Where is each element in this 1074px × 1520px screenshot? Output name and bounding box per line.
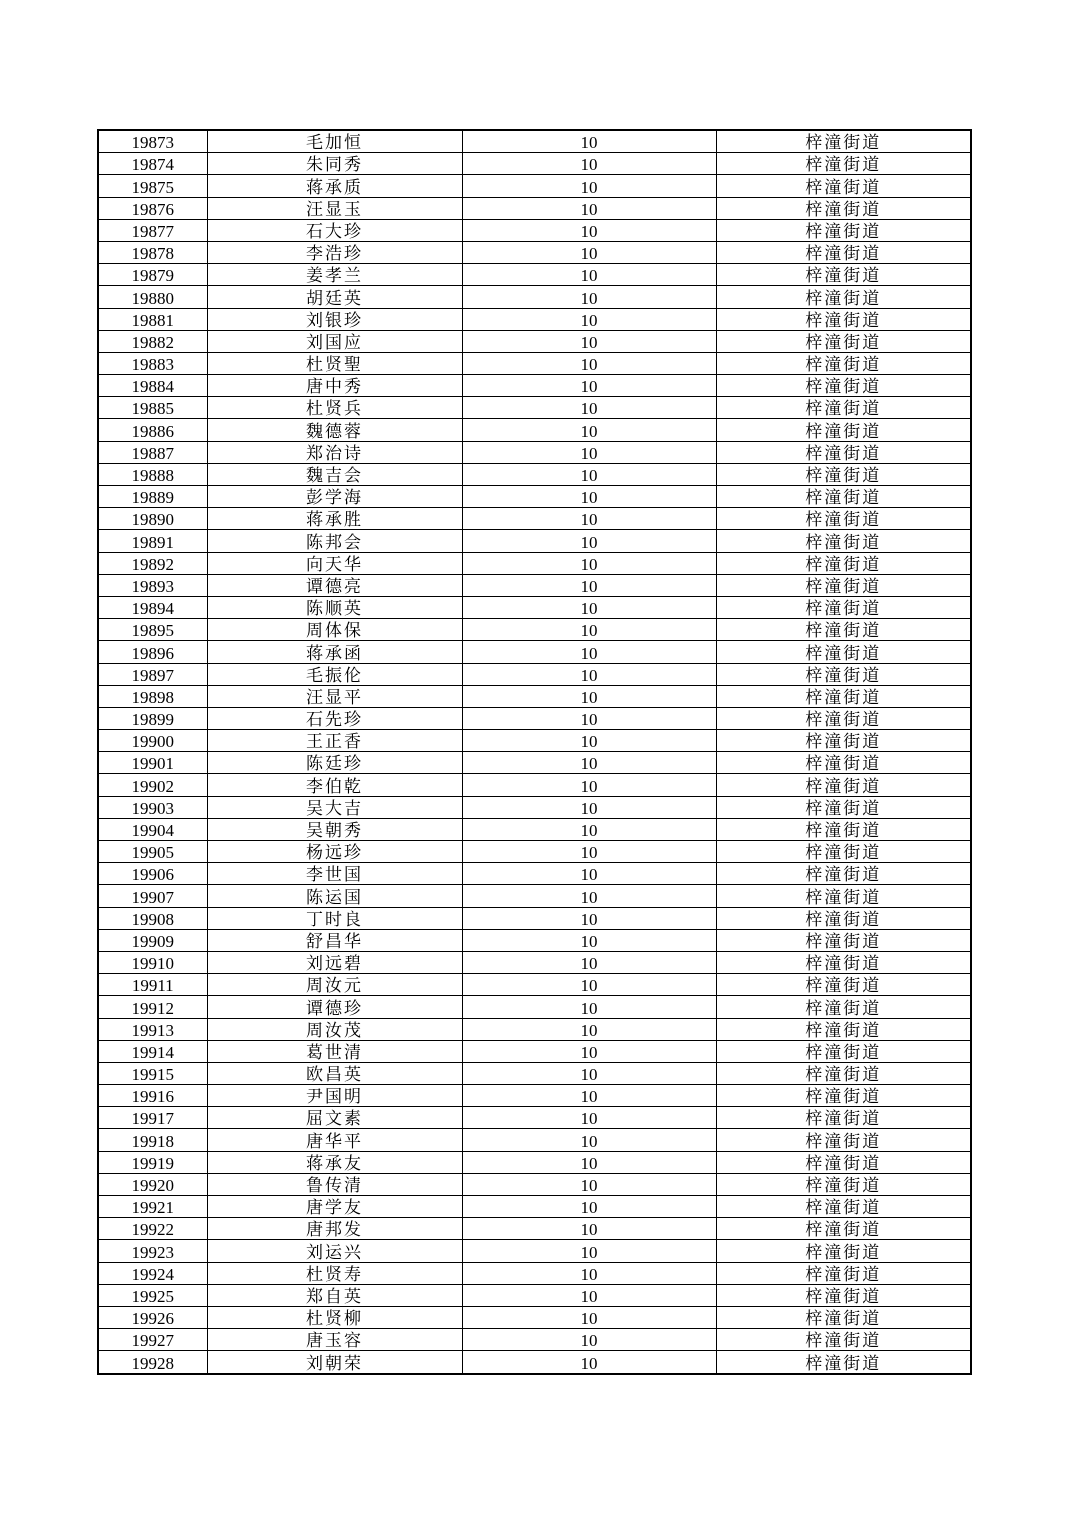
- area-cell: 梓潼街道: [716, 707, 971, 729]
- name-cell: 唐学友: [207, 1196, 462, 1218]
- amount-cell: 10: [462, 552, 716, 574]
- amount-cell: 10: [462, 175, 716, 197]
- amount-cell: 10: [462, 885, 716, 907]
- area-cell: 梓潼街道: [716, 685, 971, 707]
- id-cell: 19911: [98, 974, 207, 996]
- amount-cell: 10: [462, 685, 716, 707]
- id-cell: 19926: [98, 1306, 207, 1328]
- amount-cell: 10: [462, 375, 716, 397]
- area-cell: 梓潼街道: [716, 1085, 971, 1107]
- area-cell: 梓潼街道: [716, 1284, 971, 1306]
- name-cell: 蒋承友: [207, 1151, 462, 1173]
- name-cell: 杨远珍: [207, 841, 462, 863]
- id-cell: 19907: [98, 885, 207, 907]
- amount-cell: 10: [462, 441, 716, 463]
- area-cell: 梓潼街道: [716, 774, 971, 796]
- table-row: [98, 974, 971, 996]
- id-cell: 19879: [98, 264, 207, 286]
- table-row: [98, 596, 971, 618]
- amount-cell: 10: [462, 1173, 716, 1195]
- area-cell: 梓潼街道: [716, 1196, 971, 1218]
- table-row: [98, 1218, 971, 1240]
- name-cell: 汪显玉: [207, 197, 462, 219]
- area-cell: 梓潼街道: [716, 863, 971, 885]
- name-cell: 彭学海: [207, 486, 462, 508]
- amount-cell: 10: [462, 1129, 716, 1151]
- id-cell: 19902: [98, 774, 207, 796]
- table-row: [98, 951, 971, 973]
- name-cell: 周体保: [207, 619, 462, 641]
- id-cell: 19889: [98, 486, 207, 508]
- id-cell: 19925: [98, 1284, 207, 1306]
- area-cell: 梓潼街道: [716, 841, 971, 863]
- area-cell: 梓潼街道: [716, 486, 971, 508]
- table-row: [98, 1196, 971, 1218]
- name-cell: 刘运兴: [207, 1240, 462, 1262]
- name-cell: 唐邦发: [207, 1218, 462, 1240]
- name-cell: 李浩珍: [207, 241, 462, 263]
- name-cell: 陈邦会: [207, 530, 462, 552]
- name-cell: 杜贤寿: [207, 1262, 462, 1284]
- amount-cell: 10: [462, 1062, 716, 1084]
- id-cell: 19917: [98, 1107, 207, 1129]
- id-cell: 19877: [98, 219, 207, 241]
- table-row: [98, 663, 971, 685]
- table-row: [98, 1262, 971, 1284]
- area-cell: 梓潼街道: [716, 730, 971, 752]
- area-cell: 梓潼街道: [716, 419, 971, 441]
- id-cell: 19898: [98, 685, 207, 707]
- id-cell: 19918: [98, 1129, 207, 1151]
- amount-cell: 10: [462, 219, 716, 241]
- amount-cell: 10: [462, 530, 716, 552]
- table-row: [98, 752, 971, 774]
- amount-cell: 10: [462, 1018, 716, 1040]
- id-cell: 19886: [98, 419, 207, 441]
- table-row: [98, 241, 971, 263]
- area-cell: 梓潼街道: [716, 1306, 971, 1328]
- table-row: [98, 463, 971, 485]
- table-row: [98, 574, 971, 596]
- area-cell: 梓潼街道: [716, 241, 971, 263]
- amount-cell: 10: [462, 796, 716, 818]
- name-cell: 杜贤兵: [207, 397, 462, 419]
- table-body: [98, 130, 971, 1374]
- name-cell: 刘远碧: [207, 951, 462, 973]
- amount-cell: 10: [462, 1240, 716, 1262]
- area-cell: 梓潼街道: [716, 818, 971, 840]
- area-cell: 梓潼街道: [716, 330, 971, 352]
- amount-cell: 10: [462, 730, 716, 752]
- name-cell: 郑自英: [207, 1284, 462, 1306]
- table-row: [98, 175, 971, 197]
- amount-cell: 10: [462, 596, 716, 618]
- amount-cell: 10: [462, 1196, 716, 1218]
- table-row: [98, 1040, 971, 1062]
- amount-cell: 10: [462, 1351, 716, 1374]
- amount-cell: 10: [462, 1262, 716, 1284]
- amount-cell: 10: [462, 863, 716, 885]
- area-cell: 梓潼街道: [716, 1262, 971, 1284]
- id-cell: 19906: [98, 863, 207, 885]
- table-row: [98, 1240, 971, 1262]
- id-cell: 19876: [98, 197, 207, 219]
- amount-cell: 10: [462, 574, 716, 596]
- area-cell: 梓潼街道: [716, 1018, 971, 1040]
- amount-cell: 10: [462, 619, 716, 641]
- area-cell: 梓潼街道: [716, 508, 971, 530]
- name-cell: 鲁传清: [207, 1173, 462, 1195]
- amount-cell: 10: [462, 951, 716, 973]
- name-cell: 魏吉会: [207, 463, 462, 485]
- amount-cell: 10: [462, 707, 716, 729]
- table-row: [98, 441, 971, 463]
- table-row: [98, 330, 971, 352]
- table-row: [98, 818, 971, 840]
- name-cell: 胡廷英: [207, 286, 462, 308]
- area-cell: 梓潼街道: [716, 1240, 971, 1262]
- id-cell: 19921: [98, 1196, 207, 1218]
- table-row: [98, 1129, 971, 1151]
- name-cell: 毛加恒: [207, 130, 462, 153]
- table-row: [98, 1284, 971, 1306]
- area-cell: 梓潼街道: [716, 641, 971, 663]
- table-row: [98, 1085, 971, 1107]
- id-cell: 19920: [98, 1173, 207, 1195]
- amount-cell: 10: [462, 241, 716, 263]
- id-cell: 19927: [98, 1329, 207, 1351]
- table-row: [98, 685, 971, 707]
- name-cell: 唐华平: [207, 1129, 462, 1151]
- id-cell: 19885: [98, 397, 207, 419]
- id-cell: 19893: [98, 574, 207, 596]
- name-cell: 李伯乾: [207, 774, 462, 796]
- id-cell: 19910: [98, 951, 207, 973]
- area-cell: 梓潼街道: [716, 286, 971, 308]
- id-cell: 19896: [98, 641, 207, 663]
- area-cell: 梓潼街道: [716, 663, 971, 685]
- name-cell: 向天华: [207, 552, 462, 574]
- name-cell: 刘银珍: [207, 308, 462, 330]
- table-row: [98, 730, 971, 752]
- area-cell: 梓潼街道: [716, 219, 971, 241]
- area-cell: 梓潼街道: [716, 752, 971, 774]
- id-cell: 19923: [98, 1240, 207, 1262]
- id-cell: 19912: [98, 996, 207, 1018]
- area-cell: 梓潼街道: [716, 352, 971, 374]
- amount-cell: 10: [462, 929, 716, 951]
- table-row: [98, 929, 971, 951]
- name-cell: 蒋承函: [207, 641, 462, 663]
- id-cell: 19922: [98, 1218, 207, 1240]
- amount-cell: 10: [462, 130, 716, 153]
- id-cell: 19916: [98, 1085, 207, 1107]
- area-cell: 梓潼街道: [716, 1351, 971, 1374]
- name-cell: 刘朝荣: [207, 1351, 462, 1374]
- id-cell: 19915: [98, 1062, 207, 1084]
- name-cell: 吴朝秀: [207, 818, 462, 840]
- table-row: [98, 1107, 971, 1129]
- table-row: [98, 907, 971, 929]
- id-cell: 19888: [98, 463, 207, 485]
- id-cell: 19903: [98, 796, 207, 818]
- id-cell: 19883: [98, 352, 207, 374]
- area-cell: 梓潼街道: [716, 1218, 971, 1240]
- table-row: [98, 841, 971, 863]
- table-row: [98, 308, 971, 330]
- name-cell: 谭德珍: [207, 996, 462, 1018]
- area-cell: 梓潼街道: [716, 308, 971, 330]
- amount-cell: 10: [462, 1107, 716, 1129]
- amount-cell: 10: [462, 352, 716, 374]
- name-cell: 尹国明: [207, 1085, 462, 1107]
- table-row: [98, 286, 971, 308]
- id-cell: 19904: [98, 818, 207, 840]
- id-cell: 19873: [98, 130, 207, 153]
- name-cell: 石大珍: [207, 219, 462, 241]
- id-cell: 19880: [98, 286, 207, 308]
- amount-cell: 10: [462, 397, 716, 419]
- id-cell: 19899: [98, 707, 207, 729]
- id-cell: 19892: [98, 552, 207, 574]
- id-cell: 19928: [98, 1351, 207, 1374]
- id-cell: 19878: [98, 241, 207, 263]
- id-cell: 19908: [98, 907, 207, 929]
- area-cell: 梓潼街道: [716, 1329, 971, 1351]
- table-row: [98, 774, 971, 796]
- amount-cell: 10: [462, 508, 716, 530]
- name-cell: 周汝元: [207, 974, 462, 996]
- id-cell: 19905: [98, 841, 207, 863]
- name-cell: 王正香: [207, 730, 462, 752]
- name-cell: 丁时良: [207, 907, 462, 929]
- name-cell: 舒昌华: [207, 929, 462, 951]
- table-row: [98, 1062, 971, 1084]
- area-cell: 梓潼街道: [716, 929, 971, 951]
- table-row: [98, 707, 971, 729]
- id-cell: 19901: [98, 752, 207, 774]
- table-row: [98, 1173, 971, 1195]
- name-cell: 唐玉容: [207, 1329, 462, 1351]
- name-cell: 陈顺英: [207, 596, 462, 618]
- area-cell: 梓潼街道: [716, 1151, 971, 1173]
- name-cell: 毛振伦: [207, 663, 462, 685]
- amount-cell: 10: [462, 1306, 716, 1328]
- amount-cell: 10: [462, 974, 716, 996]
- area-cell: 梓潼街道: [716, 397, 971, 419]
- amount-cell: 10: [462, 197, 716, 219]
- amount-cell: 10: [462, 1151, 716, 1173]
- table-row: [98, 530, 971, 552]
- table-row: [98, 1306, 971, 1328]
- area-cell: 梓潼街道: [716, 1040, 971, 1062]
- id-cell: 19913: [98, 1018, 207, 1040]
- area-cell: 梓潼街道: [716, 619, 971, 641]
- area-cell: 梓潼街道: [716, 1062, 971, 1084]
- table-row: [98, 1018, 971, 1040]
- name-cell: 周汝茂: [207, 1018, 462, 1040]
- name-cell: 陈运国: [207, 885, 462, 907]
- name-cell: 朱同秀: [207, 153, 462, 175]
- amount-cell: 10: [462, 752, 716, 774]
- amount-cell: 10: [462, 264, 716, 286]
- name-cell: 杜贤聖: [207, 352, 462, 374]
- amount-cell: 10: [462, 486, 716, 508]
- amount-cell: 10: [462, 419, 716, 441]
- name-cell: 葛世清: [207, 1040, 462, 1062]
- name-cell: 魏德蓉: [207, 419, 462, 441]
- table-row: [98, 1151, 971, 1173]
- table-row: [98, 619, 971, 641]
- id-cell: 19919: [98, 1151, 207, 1173]
- name-cell: 石先珍: [207, 707, 462, 729]
- table-row: [98, 996, 971, 1018]
- name-cell: 吴大吉: [207, 796, 462, 818]
- table-row: [98, 419, 971, 441]
- area-cell: 梓潼街道: [716, 1173, 971, 1195]
- area-cell: 梓潼街道: [716, 974, 971, 996]
- table-row: [98, 508, 971, 530]
- table-row: [98, 486, 971, 508]
- area-cell: 梓潼街道: [716, 552, 971, 574]
- amount-cell: 10: [462, 1218, 716, 1240]
- table-row: [98, 375, 971, 397]
- amount-cell: 10: [462, 153, 716, 175]
- name-cell: 陈廷珍: [207, 752, 462, 774]
- amount-cell: 10: [462, 907, 716, 929]
- name-cell: 蒋承胜: [207, 508, 462, 530]
- table-row: [98, 863, 971, 885]
- amount-cell: 10: [462, 641, 716, 663]
- area-cell: 梓潼街道: [716, 885, 971, 907]
- amount-cell: 10: [462, 463, 716, 485]
- amount-cell: 10: [462, 308, 716, 330]
- name-cell: 屈文素: [207, 1107, 462, 1129]
- id-cell: 19874: [98, 153, 207, 175]
- data-table: [97, 129, 972, 1375]
- amount-cell: 10: [462, 841, 716, 863]
- id-cell: 19895: [98, 619, 207, 641]
- area-cell: 梓潼街道: [716, 907, 971, 929]
- area-cell: 梓潼街道: [716, 197, 971, 219]
- id-cell: 19884: [98, 375, 207, 397]
- area-cell: 梓潼街道: [716, 463, 971, 485]
- id-cell: 19882: [98, 330, 207, 352]
- name-cell: 刘国应: [207, 330, 462, 352]
- area-cell: 梓潼街道: [716, 153, 971, 175]
- table-row: [98, 130, 971, 153]
- name-cell: 杜贤柳: [207, 1306, 462, 1328]
- area-cell: 梓潼街道: [716, 130, 971, 153]
- name-cell: 汪显平: [207, 685, 462, 707]
- id-cell: 19924: [98, 1262, 207, 1284]
- area-cell: 梓潼街道: [716, 574, 971, 596]
- name-cell: 姜孝兰: [207, 264, 462, 286]
- id-cell: 19875: [98, 175, 207, 197]
- id-cell: 19894: [98, 596, 207, 618]
- table-row: [98, 197, 971, 219]
- area-cell: 梓潼街道: [716, 175, 971, 197]
- name-cell: 郑治诗: [207, 441, 462, 463]
- table-row: [98, 641, 971, 663]
- area-cell: 梓潼街道: [716, 264, 971, 286]
- amount-cell: 10: [462, 996, 716, 1018]
- table-row: [98, 219, 971, 241]
- name-cell: 欧昌英: [207, 1062, 462, 1084]
- amount-cell: 10: [462, 1040, 716, 1062]
- table-row: [98, 352, 971, 374]
- name-cell: 唐中秀: [207, 375, 462, 397]
- table-row: [98, 397, 971, 419]
- table-row: [98, 552, 971, 574]
- area-cell: 梓潼街道: [716, 951, 971, 973]
- table-row: [98, 1329, 971, 1351]
- area-cell: 梓潼街道: [716, 375, 971, 397]
- id-cell: 19890: [98, 508, 207, 530]
- amount-cell: 10: [462, 286, 716, 308]
- amount-cell: 10: [462, 1085, 716, 1107]
- table-row: [98, 885, 971, 907]
- area-cell: 梓潼街道: [716, 596, 971, 618]
- area-cell: 梓潼街道: [716, 530, 971, 552]
- amount-cell: 10: [462, 818, 716, 840]
- id-cell: 19897: [98, 663, 207, 685]
- id-cell: 19887: [98, 441, 207, 463]
- amount-cell: 10: [462, 330, 716, 352]
- amount-cell: 10: [462, 774, 716, 796]
- table-row: [98, 264, 971, 286]
- amount-cell: 10: [462, 663, 716, 685]
- amount-cell: 10: [462, 1329, 716, 1351]
- table-row: [98, 153, 971, 175]
- id-cell: 19900: [98, 730, 207, 752]
- id-cell: 19914: [98, 1040, 207, 1062]
- name-cell: 谭德亮: [207, 574, 462, 596]
- id-cell: 19891: [98, 530, 207, 552]
- name-cell: 李世国: [207, 863, 462, 885]
- area-cell: 梓潼街道: [716, 441, 971, 463]
- name-cell: 蒋承质: [207, 175, 462, 197]
- area-cell: 梓潼街道: [716, 796, 971, 818]
- area-cell: 梓潼街道: [716, 996, 971, 1018]
- id-cell: 19909: [98, 929, 207, 951]
- table-row: [98, 1351, 971, 1374]
- id-cell: 19881: [98, 308, 207, 330]
- area-cell: 梓潼街道: [716, 1107, 971, 1129]
- table-row: [98, 796, 971, 818]
- amount-cell: 10: [462, 1284, 716, 1306]
- area-cell: 梓潼街道: [716, 1129, 971, 1151]
